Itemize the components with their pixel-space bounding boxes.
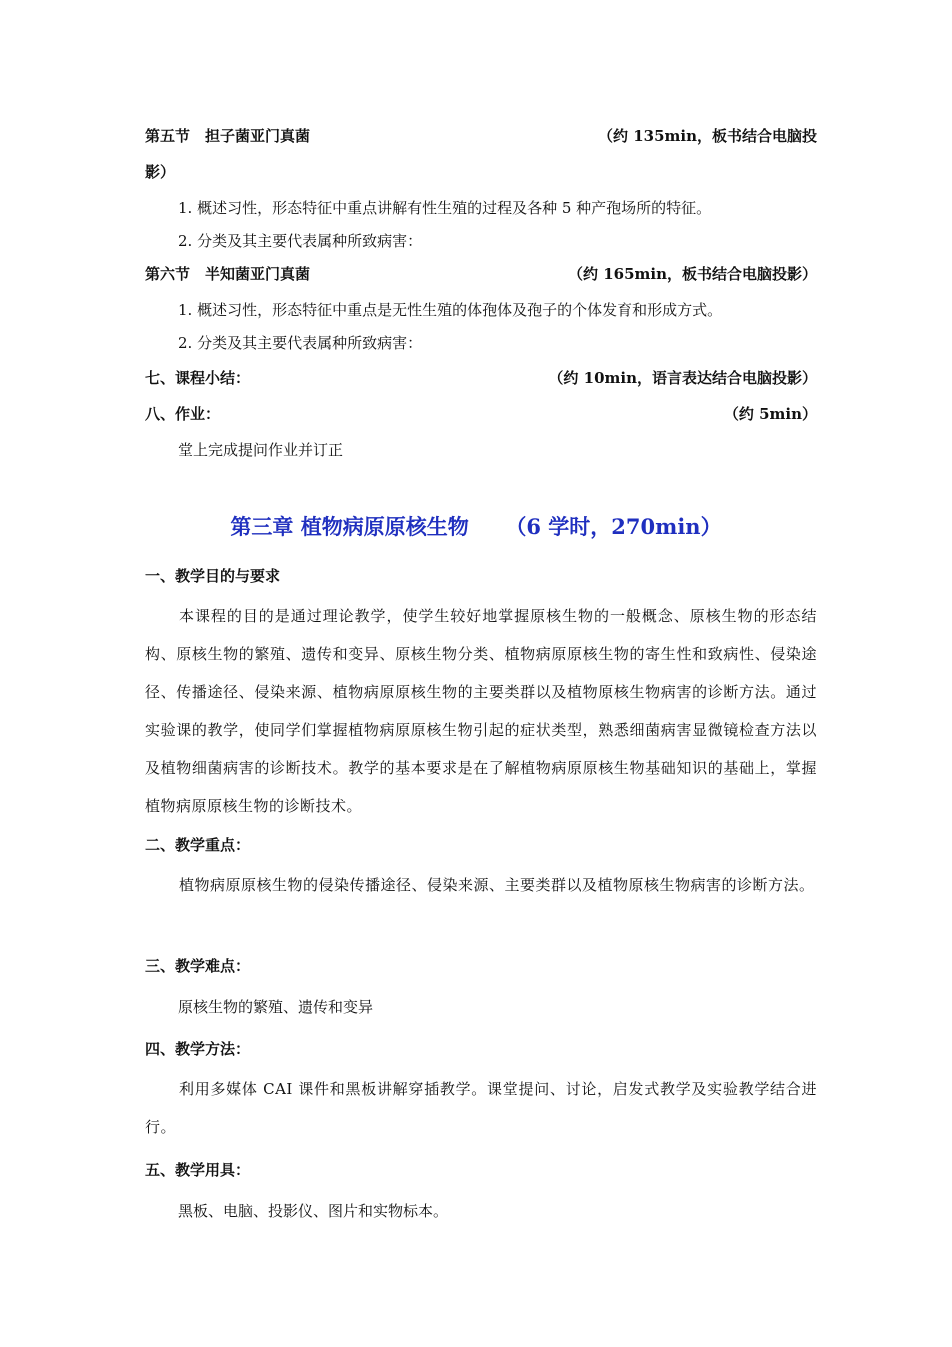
section-5-note-continuation: 影） — [145, 163, 176, 181]
section-5-heading-row — [145, 126, 817, 146]
summary-heading: 七、课程小结： — [145, 369, 251, 387]
section-5-heading: 第五节 担子菌亚门真菌 — [145, 127, 311, 145]
key-points-paragraph: 植物病原原核生物的侵染传播途径、侵染来源、主要类群以及植物原核生物病害的诊断方法。 — [179, 876, 815, 894]
homework-text: 堂上完成提问作业并订正 — [178, 441, 344, 459]
tools-heading: 五、教学用具： — [145, 1161, 251, 1179]
chapter-title — [0, 513, 952, 541]
section-5-item-2: 2. 分类及其主要代表属种所致病害： — [178, 232, 423, 250]
homework-heading: 八、作业： — [145, 405, 221, 423]
methods-heading: 四、教学方法： — [145, 1040, 251, 1058]
homework-time-note: （约 5min） — [723, 405, 817, 423]
section-6-heading: 第六节 半知菌亚门真菌 — [145, 265, 311, 283]
section-5-time-note: （约 135min，板书结合电脑投 — [597, 127, 817, 145]
summary-time-note: （约 10min，语言表达结合电脑投影） — [548, 369, 817, 387]
objectives-heading: 一、教学目的与要求 — [145, 567, 281, 585]
key-points-heading: 二、教学重点： — [145, 836, 251, 854]
section-6-time-note: （约 165min，板书结合电脑投影） — [567, 265, 817, 283]
homework-heading-row — [145, 404, 817, 424]
objectives-paragraph: 本课程的目的是通过理论教学，使学生较好地掌握原核生物的一般概念、原核生物的形态结构、原核生物的繁殖、遗传和变异、原核生物分类、植物病原原核生物的寄生性和致病性、侵染途径、传播途径、侵染来源、植物病原原核生物的主要类群以及植物原核生物病害的诊断方法。通过实验课的教学，使同学们掌握植物病原原核生物引起的症状类型，熟悉细菌病害显微镜检查方法以及植物细菌病害的诊断技术。教学的基本要求是在了解植物病原原核生物基础知识的基础上，掌握植物病原原核生物的诊断技术。 — [145, 607, 817, 815]
section-6-heading-row — [145, 264, 817, 284]
tools-text: 黑板、电脑、投影仪、图片和实物标本。 — [178, 1202, 449, 1220]
summary-heading-row — [145, 368, 817, 388]
chapter-title-hours: （6 学时，270min） — [505, 514, 722, 539]
section-6-item-1: 1. 概述习性，形态特征中重点是无性生殖的体孢体及孢子的个体发育和形成方式。 — [178, 301, 723, 319]
difficulties-text: 原核生物的繁殖、遗传和变异 — [178, 998, 374, 1016]
section-6-item-2: 2. 分类及其主要代表属种所致病害： — [178, 334, 423, 352]
chapter-title-main: 第三章 植物病原原核生物 — [230, 514, 469, 539]
methods-paragraph: 利用多媒体 CAI 课件和黑板讲解穿插教学。课堂提问、讨论，启发式教学及实验教学结合进行。 — [145, 1080, 817, 1136]
section-5-item-1: 1. 概述习性，形态特征中重点讲解有性生殖的过程及各种 5 种产孢场所的特征。 — [178, 199, 712, 217]
difficulties-heading: 三、教学难点： — [145, 957, 251, 975]
